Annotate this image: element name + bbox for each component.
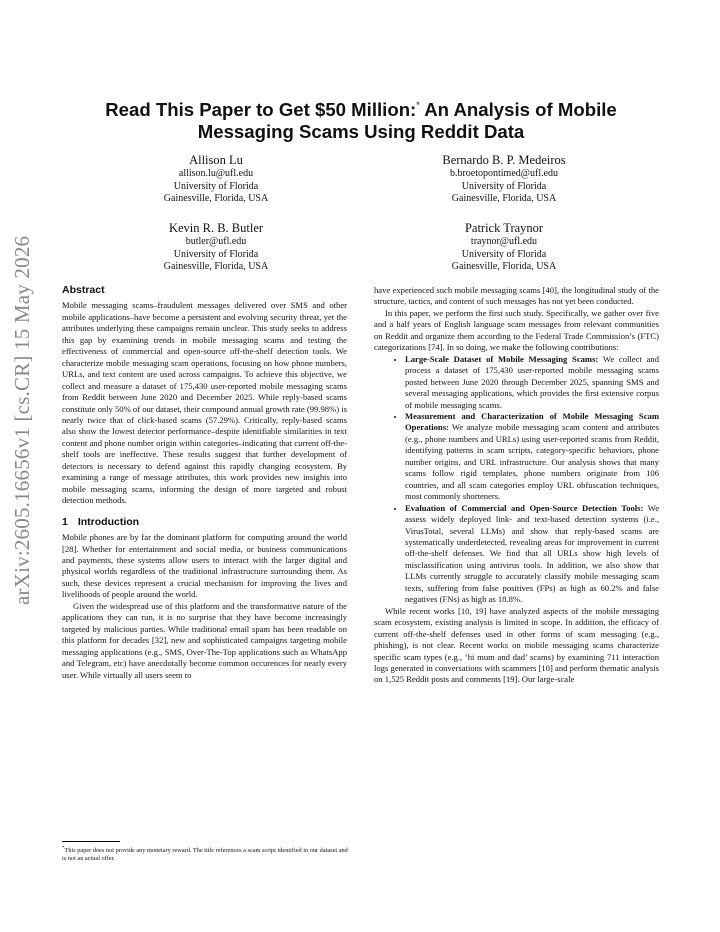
author-email[interactable]: traynor@ufl.edu: [470, 236, 538, 247]
author-location: Gainesville, Florida, USA: [163, 193, 269, 205]
author-affiliation: University of Florida: [461, 180, 547, 192]
body-paragraph: In this paper, we perform the first such study. Specifically, we gather over five and a half years of English language scam messages from relevant communities on Reddit and organize them according to the Federal Trade Commission’s (FTC) categorizations [74]. In so doing, we make the following contributions:: [374, 307, 659, 353]
author-block: [106, 220, 326, 274]
author-block: [394, 152, 614, 206]
section-title: Introduction: [77, 515, 140, 528]
contribution-item: [405, 411, 659, 503]
contributions-list: [374, 354, 659, 606]
author-location: Gainesville, Florida, USA: [451, 193, 557, 205]
author-name: Patrick Traynor: [464, 221, 544, 235]
contribution-text: We analyze mobile messaging scam content and attributes (e.g., phone numbers and URLs) using user-reported scams from Reddit, identifying patterns in scam scripts, category-specific behaviors, phone number origins, and URL infrastructure. Our analysis shows that many scams follow rigid templates, phone numbers originate from 106 countries, and all scam categories employ URL obfuscation techniques, most commonly shorteners.: [405, 422, 659, 502]
author-block: [106, 152, 326, 206]
author-block: [394, 220, 614, 274]
intro-paragraph: Given the widespread use of this platform and the transformative nature of the applications they can run, it is no surprise that they have become increasingly targeted by malicious parties. While traditional email spam has been readable on this platform for decades [32], new and sophisticated campaigns targeting mobile messaging applications (e.g., SMS, Over-The-Top applications such as WhatsApp and Telegram, etc) have anecdotally become common occurences for nearly every user. While virtually all users seem to: [62, 600, 347, 680]
contribution-item: [405, 354, 659, 411]
author-name: Kevin R. B. Butler: [168, 221, 264, 235]
contribution-title: Measurement and Characterization of Mobile Messaging Scam Operations:: [405, 410, 659, 433]
title-main: Read This Paper to Get $50 Million:: [105, 99, 417, 120]
section-number: 1: [62, 515, 68, 528]
author-name: Allison Lu: [189, 153, 243, 167]
title-rest: An Analysis of Mobile Messaging Scams Using Reddit Data: [197, 99, 617, 142]
author-location: Gainesville, Florida, USA: [163, 261, 269, 273]
intro-paragraph: Mobile phones are by far the dominant platform for computing around the world [28]. Whether for entertainment and social media, or business communications and payments, these systems allow users to interact with the larger digital and physical worlds regardless of the traditional infrastructure surrounding them. As such, these devices represent a crucial mechanism for improving the lives and livelihoods of people around the world.: [62, 532, 347, 600]
right-column: [374, 285, 659, 686]
author-location: Gainesville, Florida, USA: [451, 261, 557, 273]
author-name: Bernardo B. P. Medeiros: [442, 153, 566, 167]
contribution-text: We assess widely deployed link- and text-based detection systems (i.e., VirusTotal, several LLMs) and show that reply-based scams are systematically underdetected, revealing areas for improvement in current off-the-shelf defenses. We find that all URLs show high levels of misclassification using antivirus tools. In addition, we also show that LLMs currently struggle to accurately classify mobile messaging scam texts, suffering from false positives (FPs) as high as 60.2% and false negatives (FNs) as high as 18.8%.: [405, 502, 660, 605]
contribution-title: Large-Scale Dataset of Mobile Messaging Scams:: [405, 353, 599, 364]
abstract-heading: Abstract: [62, 284, 105, 296]
contribution-text: We collect and process a dataset of 175,430 user-reported mobile messaging scams posted between June 2020 through December 2025, spanning SMS and several messaging applications, which provides the first extensive corpus of mobile messaging scams.: [405, 353, 659, 410]
body-paragraph: have experienced such mobile messaging scams [40], the longitudinal study of the structure, tactics, and content of such messages has not yet been conducted.: [374, 285, 659, 307]
footnote-marker: *: [62, 846, 65, 851]
abstract-text: Mobile messaging scams–fraudulent messages delivered over SMS and other mobile applications–have become a persistent and evolving security threat, yet the attributes underlying these campaigns remain unclear. This study seeks to address this gap by examining trends in mobile messaging scams and testing the effectiveness of commercial and open-source off-the-shelf detection tools. We characterize mobile messaging scam operations, focusing on how phone numbers, URLs, and text content are used across campaigns. To achieve this objective, we collect and measure a dataset of 175,430 user-reported mobile messaging scams from Reddit between June 2020 and December 2025. While reply-based scams constitute only 50% of our dataset, their compound annual growth rate (99.98%) is nearly twice that of click-based scams (57.29%). Critically, reply-based scams also show the lowest detector performance–despite identifiable similarities in text content and phone number origin within categories–indicating that current off-the-shelf tools are ineffective. These results suggest that further development of detectors is necessary to defend against this rapidly changing ecosystem. By examining a range of message attributes, this work provides new insights into mobile messaging scams, informing the design of more targeted and robust detection methods.: [62, 300, 347, 506]
contribution-title: Evaluation of Commercial and Open-Source Detection Tools:: [405, 502, 644, 513]
author-email[interactable]: b.broetopontimed@ufl.edu: [449, 168, 559, 179]
author-email[interactable]: allison.lu@ufl.edu: [178, 168, 254, 179]
title-footnote-marker[interactable]: *: [416, 100, 420, 110]
author-email[interactable]: butler@ufl.edu: [185, 236, 247, 247]
paper-title: [70, 94, 652, 143]
left-column: [62, 285, 347, 681]
footnote: [62, 845, 352, 863]
author-affiliation: University of Florida: [461, 248, 547, 260]
section-heading-introduction: [62, 517, 347, 528]
body-paragraph: While recent works [10, 19] have analyzed aspects of the mobile messaging scam ecosystem, existing analysis is limited in scope. In addition, the efficacy of current off-the-shelf defenses used in other forms of scam messaging (e.g., phishing), is not clear. Recent works on mobile messaging scams characterize specific scam types (e.g., ‘hi mum and dad’ scams) by examining 711 interaction logs generated in conversations with scammers [10] and perform thematic analysis on 1,525 Reddit posts and comments [19]. Our large-scale: [374, 605, 659, 685]
arxiv-identifier: arXiv:2605.16656v1 [cs.CR] 15 May 2026: [10, 235, 34, 605]
author-affiliation: University of Florida: [173, 248, 259, 260]
author-affiliation: University of Florida: [173, 180, 259, 192]
footnote-text: This paper does not provide any monetary reward. The title references a scam script identified in our dataset and is not an actual offer.: [62, 847, 348, 863]
footnote-divider: [62, 841, 120, 842]
contribution-item: [405, 503, 659, 606]
